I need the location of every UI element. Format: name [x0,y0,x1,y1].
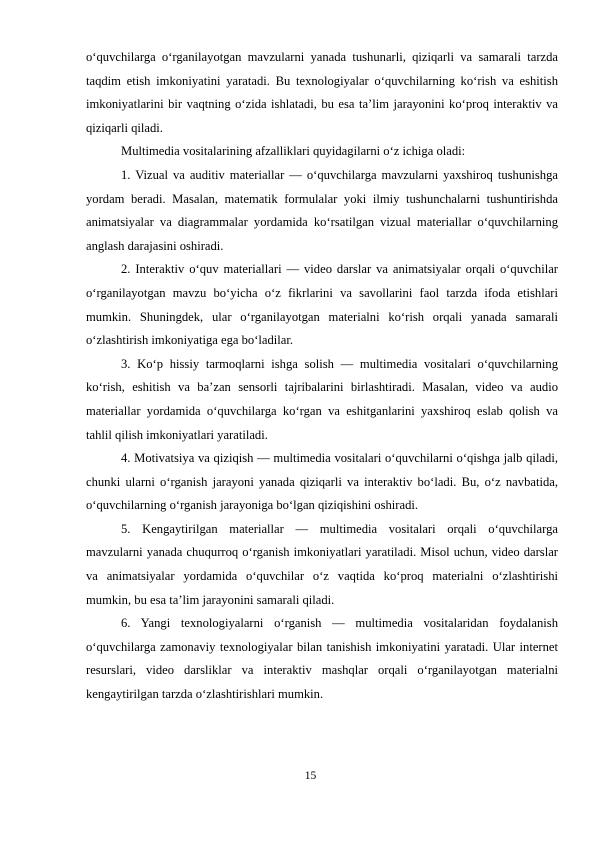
document-body [86,46,558,707]
paragraph-intro-continuation: o‘quvchilarga o‘rganilayotgan mavzularni yanada tushunarli, qiziqarli va samarali tarzda taqdim etish imkoniyatini yaratadi. Bu texnologiyalar o‘quvchilarning ko‘rish va eshitish imkoniyatlarini bir vaqtning o‘zida ishlatadi, bu esa ta’lim jarayonini ko‘proq interaktiv va qiziqarli qiladi. [86,50,558,135]
paragraph-item-5: 5. Kengaytirilgan materiallar — multimedia vositalari orqali o‘quvchilarga mavzularni yanada chuqurroq o‘rganish imkoniyatlari yaratiladi. Misol uchun, video darslar va animatsiyalar yordamida o‘quvchilar o‘z vaqtida ko‘proq materialni o‘zlashtirishi mumkin, bu esa ta’lim jarayonini samarali qiladi. [86,521,558,607]
paragraph-item-1: 1. Vizual va auditiv materiallar — o‘quvchilarga mavzularni yaxshiroq tushunishga yordam beradi. Masalan, matematik formulalar yoki ilmiy tushunchalarni tushuntirishda animatsiyalar va diagrammalar yordamida ko‘rsatilgan vizual materiallar o‘quvchilarning anglash darajasini oshiradi. [86,167,558,253]
paragraph-advantages-heading: Multimedia vositalarining afzalliklari quyidagilarni o‘z ichiga oladi: [121,144,466,159]
paragraph-item-2: 2. Interaktiv o‘quv materiallari — video darslar va animatsiyalar orqali o‘quvchilar o‘rganilayotgan mavzu bo‘yicha o‘z fikrlarini va savollarini faol tarzda ifoda etishlari mumkin. Shuningdek, ular o‘rganilayotgan materialni ko‘rish orqali yanada samarali o‘zlashtirish imkoniyatiga ega bo‘ladilar. [86,262,558,348]
paragraph-item-6: 6. Yangi texnologiyalarni o‘rganish — multimedia vositalaridan foydalanish o‘quvchilarga zamonaviy texnologiyalar bilan tanishish imkoniyatini yaratadi. Ular internet resurslari, video darsliklar va interaktiv mashqlar orqali o‘rganilayotgan materialni kengaytirilgan tarzda o‘zlashtirishlari mumkin. [86,616,558,702]
paragraph-item-3: 3. Ko‘p hissiy tarmoqlarni ishga solish — multimedia vositalari o‘quvchilarning ko‘rish, eshitish va ba’zan sensorli tajribalarini birlashtiradi. Masalan, video va audio materiallar yordamida o‘quvchilarga ko‘rgan va eshitganlarini yaxshiroq eslab qolish va tahlil qilish imkoniyatlari yaratiladi. [86,356,558,442]
paragraph-item-4: 4. Motivatsiya va qiziqish — multimedia vositalari o‘quvchilarni o‘qishga jalb qiladi, chunki ularni o‘rganish jarayoni yanada qiziqarli va interaktiv bo‘ladi. Bu, o‘z navbatida, o‘quvchilarning o‘rganish jarayoniga bo‘lgan qiziqishini oshiradi. [86,451,558,513]
page-number: 15 [304,770,317,782]
